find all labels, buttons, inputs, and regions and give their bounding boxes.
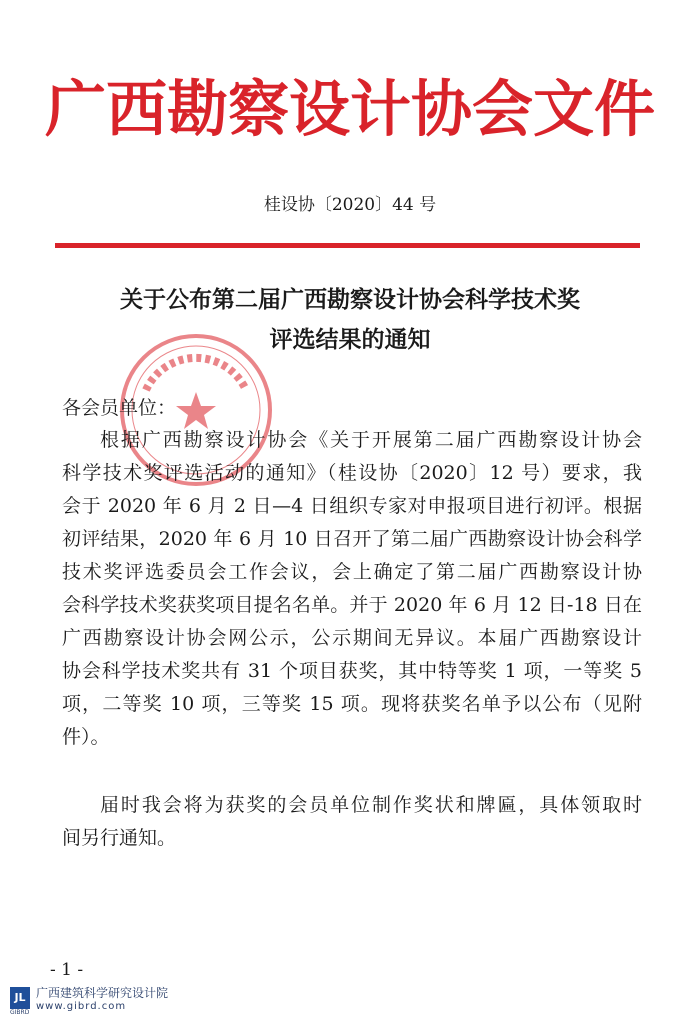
- institute-logo-icon: JL: [10, 987, 30, 1009]
- notice-title-line-2: 评选结果的通知: [269, 327, 431, 353]
- red-divider-line: [55, 243, 640, 248]
- body-line: 间另行通知。: [62, 827, 177, 849]
- body-line: 初评结果，2020 年 6 月 10 日召开了第二届广西勘察设计协会科学: [62, 528, 642, 550]
- body-line: 项，二等奖 10 项，三等奖 15 项。现将获奖名单予以公布（见附: [62, 693, 642, 715]
- body-line: 会科学技术奖获奖项目提名名单。并于 2020 年 6 月 12 日-18 日在: [62, 594, 642, 616]
- body-line: 广西勘察设计协会网公示，公示期间无异议。本届广西勘察设计: [62, 627, 642, 649]
- body-line: 根据广西勘察设计协会《关于开展第二届广西勘察设计协会: [100, 429, 642, 451]
- body-line: 届时我会将为获奖的会员单位制作奖状和牌匾，具体领取时: [100, 794, 642, 816]
- body-line: 技术奖评选委员会工作会议，会上确定了第二届广西勘察设计协: [62, 561, 642, 583]
- document-number: 桂设协〔2020〕44 号: [263, 195, 437, 215]
- salutation: 各会员单位：: [62, 397, 177, 419]
- body-line: 会于 2020 年 6 月 2 日—4 日组织专家对申报项目进行初评。根据: [62, 495, 642, 517]
- notice-title-line-1: 关于公布第二届广西勘察设计协会科学技术奖: [120, 287, 580, 313]
- watermark-institute-name: 广西建筑科学研究设计院: [36, 986, 169, 1000]
- body-line: 科学技术奖评选活动的通知》（桂设协〔2020〕12 号）要求，我: [62, 462, 642, 484]
- source-watermark: [10, 985, 270, 1017]
- org-file-title: 广西勘察设计协会文件: [44, 74, 655, 145]
- watermark-side-text: GIBRD: [10, 1009, 30, 1016]
- body-line: 协会科学技术奖共有 31 个项目获奖，其中特等奖 1 项，一等奖 5: [62, 660, 642, 682]
- watermark-url: www.gibrd.com: [36, 1001, 127, 1012]
- body-line: 件）。: [62, 726, 110, 748]
- page-number: - 1 -: [50, 960, 84, 980]
